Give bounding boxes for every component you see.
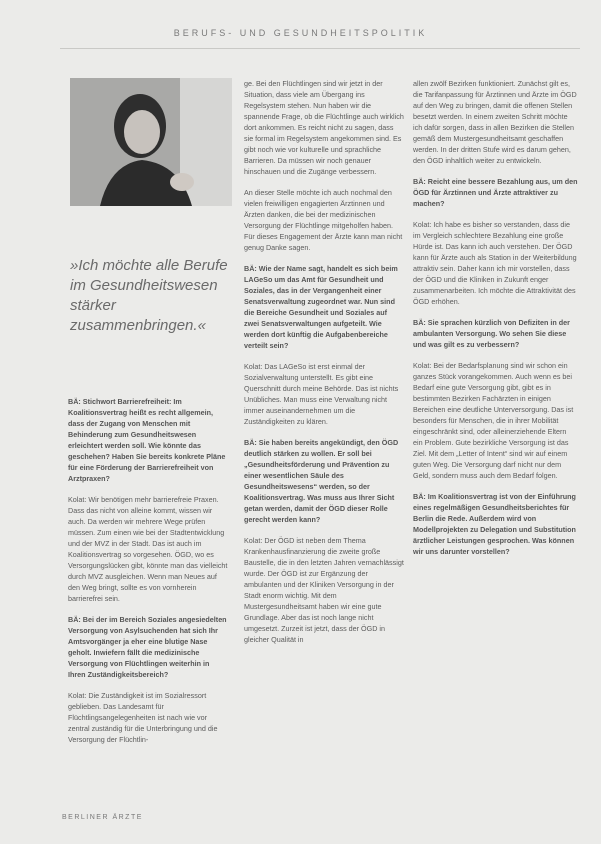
interview-answer: allen zwölf Bezirken funktioniert. Zunächst gilt es, die Tarifanpassung für Ärztinnen und Ärzte im ÖGD auf den Weg zu bringen, damit die offenen Stellen besetzt werden. In einem zweiten Schritt möchte ich dafür sorgen, dass in allen Bezirken die Stellen gemäß dem Mustergesundheitsamt geschaffen werden. In der dritten Stufe wird es darum gehen, den ÖGD inhaltlich weiter zu entwickeln. [413, 79, 577, 165]
running-head: BERUFS- UND GESUNDHEITSPOLITIK [173, 28, 428, 38]
text-column-1 [68, 396, 228, 755]
text-column-2 [244, 78, 404, 655]
interview-answer: Kolat: Wir benötigen mehr barrierefreie Praxen. Dass das nicht von alleine kommt, wissen wir auch. Da werden wir mehrere Wege prüfen müssen. Zum einen wie bei der Stadtentwicklung und der MVZ in der Stadt. Das ist auch im Koalitionsvertrag so vorgesehen. ÖGD, wo es Versorgungslücken gibt, könnte man das vielleicht durch MVZ ausgleichen. Wenn man Neues auf den Weg bringt, sollte es von vornherein barrierefrei sein. [68, 495, 228, 603]
interview-question: BÄ: Im Koalitionsvertrag ist von der Einführung eines regelmäßigen Gesundheitsberichtes für Berlin die Rede. Außerdem wird von Modellprojekten zu Delegation und Substitution ärztlicher Leistungen gesprochen. Was können wir uns darunter vorstellen? [413, 492, 576, 556]
interview-answer: Kolat: Ich habe es bisher so verstanden, dass die im Vergleich schlechtere Bezahlung eine große Hürde ist. Das kann ich auch verstehen. Der ÖGD kann für Ärzte auch als Station in der Weiterbildung attraktiv sein. Daher kann ich mir vorstellen, dass der ÖGD und die Kliniken in Zukunft enger zusammenarbeiten. Ich möchte die Attraktivität des ÖGD erhöhen. [413, 220, 577, 306]
interview-question: BÄ: Sie sprachen kürzlich von Defiziten in der ambulanten Versorgung. Wo sehen Sie diese und was gilt es zu verbessern? [413, 318, 570, 349]
pull-quote: »Ich möchte alle Berufe im Gesundheitswesen stärker zusammenbringen.« [70, 257, 228, 334]
header-rule [60, 48, 580, 49]
interview-answer: Kolat: Die Zuständigkeit ist im Sozialressort geblieben. Das Landesamt für Flüchtlingsangelegenheiten ist nach wie vor zentral zuständig für die Unterbringung und die Versorgung der Flüchtlin- [68, 691, 218, 744]
interview-answer: An dieser Stelle möchte ich auch nochmal den vielen freiwilligen engagierten Ärztinnen und Ärzten danken, die bei der medizinischen Versorgung der Flüchtlinge mitgeholfen haben. Für dieses Engagement der Ärzte kann man nicht genug Danke sagen. [244, 188, 403, 252]
text-column-3 [413, 78, 578, 567]
interview-question: BÄ: Sie haben bereits angekündigt, den ÖGD deutlich stärken zu wollen. Er soll bei „Gesundheitsförderung und Prävention zu einer wesentlichen Säule des Gesundheitswesens“ werden, so der Koalitionsvertrag. Was muss aus Ihrer Sicht getan werden, damit der ÖGD dieser Rolle gerecht werden kann? [244, 438, 399, 524]
interview-answer: Kolat: Der ÖGD ist neben dem Thema Krankenhausfinanzierung die zweite große Baustelle, die in den letzten Jahren vernachlässigt wurde. Der ÖGD ist zur Ergänzung der ambulanten und der Kliniken Versorgung in der Stadt enorm wichtig. Mit dem Mustergesundheitsamt haben wir eine gute Grundlage. Aber das ist noch lange nicht umgesetzt. Zurzeit ist jetzt, dass der ÖGD in gleicher Qualität in [244, 536, 404, 644]
interview-answer: Kolat: Das LAGeSo ist erst einmal der Sozialverwaltung unterstellt. Es gibt eine Querschnitt durch meine Behörde. Das ist nichts Unübliches. Man muss eine Verwaltung nicht immer auseinandernehmen um die Zuständigkeiten zu klären. [244, 362, 399, 426]
interview-question: BÄ: Bei der im Bereich Soziales angesiedelten Versorgung von Asylsuchenden hat sich Ihr Amtsvorgänger ja eher eine blutige Nase geholt. Inwiefern fällt die medizinische Versorgung von Flüchtlingen weiterhin in Ihren Zuständigkeitsbereich? [68, 615, 227, 679]
interview-question: BÄ: Stichwort Barrierefreiheit: Im Koalitionsvertrag heißt es recht allgemein, dass der Zugang von Menschen mit Behinderung zum Gesundheitswesen erleichtert werden soll. Wie könnte das geschehen? Haben Sie bereits konkrete Pläne für eine Förderung der Barrierefreiheit von Arztpraxen? [68, 397, 226, 483]
interview-answer: Kolat: Bei der Bedarfsplanung sind wir schon ein ganzes Stück vorangekommen. Auch wenn es bei Bedarf eine gute Versorgung gibt, gibt es in bestimmten Bezirken Fachärzten in einigen Bereichen eine deutliche Unterversorgung. Das ist besonders für Menschen, die in ihrer Mobilität eingeschränkt sind, oder alleinerziehende Eltern ein Problem. Gute bezirkliche Versorgung ist das Ziel. Mit dem „Letter of Intent“ sind wir auf einem guten Weg. Die Versorgung darf nicht nur dem Geld, sondern muss auch dem Bedarf folgen. [413, 361, 574, 480]
portrait-photo [70, 78, 232, 206]
interview-question: BÄ: Reicht eine bessere Bezahlung aus, um den ÖGD für Ärztinnen und Ärzte attraktiver zu machen? [413, 177, 578, 208]
portrait-illustration [70, 78, 232, 206]
interview-answer: ge. Bei den Flüchtlingen sind wir jetzt in der Situation, dass viele am Übergang ins Regelsystem stehen. Nun haben wir die spannende Frage, ob die Flüchtlinge auch wirklich dort ankommen. Es reicht nicht zu sagen, dass sie formal im Regelsystem angekommen sind. Es gibt noch wie vor kulturelle und sprachliche Barrieren. Da müssen wir noch genauer hinschauen und die Zugänge verbessern. [244, 79, 404, 176]
footer-publication: BERLINER ÄRZTE [62, 814, 143, 821]
interview-question: BÄ: Wie der Name sagt, handelt es sich beim LAGeSo um das Amt für Gesundheit und Soziales, das in der Vergangenheit einer Senatsverwaltung zugeordnet war. Nun sind die Bereiche Gesundheit und Soziales auf zwei Senatsverwaltungen aufgeteilt. Wie werden dort künftig die Aufgabenbereiche verteilt sein? [244, 264, 398, 350]
